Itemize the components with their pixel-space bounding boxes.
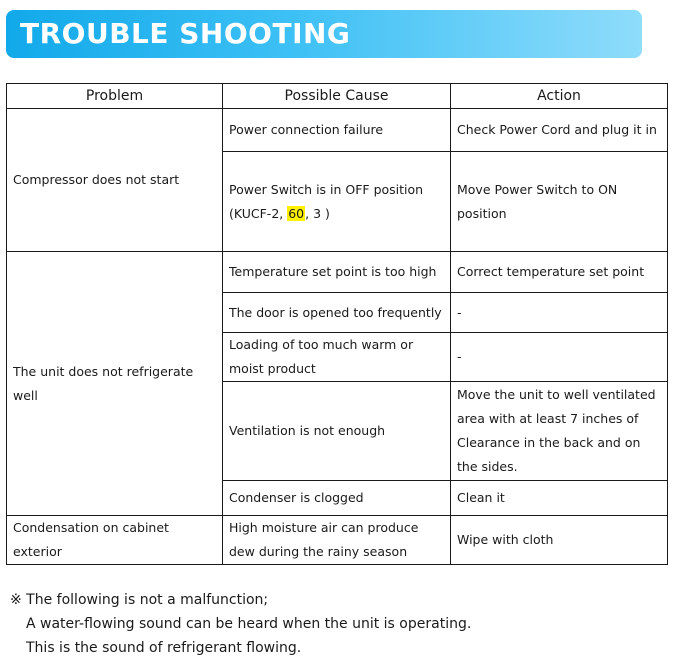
action-cell: Wipe with cloth bbox=[451, 516, 668, 565]
action-cell: Clean it bbox=[451, 481, 668, 516]
note-text-line: A water-flowing sound can be heard when the unit is operating. bbox=[26, 616, 472, 632]
note-block bbox=[10, 588, 471, 660]
header-action: Action bbox=[451, 84, 668, 109]
note-heading: ※ The following is not a malfunction; bbox=[10, 592, 269, 608]
cause-cell: Condenser is clogged bbox=[223, 481, 451, 516]
section-banner bbox=[6, 10, 642, 58]
cause-text: Power Switch is in OFF position bbox=[229, 181, 424, 197]
cause-text-model-prefix: (KUCF-2, bbox=[229, 205, 288, 221]
header-problem: Problem bbox=[7, 84, 223, 109]
note-text-line: This is the sound of refrigerant flowing. bbox=[26, 640, 302, 656]
section-title: TROUBLE SHOOTING bbox=[20, 17, 351, 50]
table-row bbox=[7, 109, 668, 152]
action-cell: Move the unit to well ventilated area with at least 7 inches of Clearance in the back and on the sides. bbox=[451, 382, 668, 481]
highlighted-model-number: 60 bbox=[288, 205, 305, 221]
cause-cell: Ventilation is not enough bbox=[223, 382, 451, 481]
action-cell: Move Power Switch to ON position bbox=[451, 152, 668, 252]
table-row bbox=[7, 516, 668, 565]
action-cell: Correct temperature set point bbox=[451, 252, 668, 293]
cause-cell: Power connection failure bbox=[223, 109, 451, 152]
cause-cell: Temperature set point is too high bbox=[223, 252, 451, 293]
action-cell: - bbox=[451, 333, 668, 382]
problem-cell bbox=[7, 109, 223, 252]
cause-cell bbox=[223, 152, 451, 252]
cause-cell: Loading of too much warm or moist product bbox=[223, 333, 451, 382]
table-row bbox=[7, 252, 668, 293]
problem-cell bbox=[7, 252, 223, 516]
problem-cell bbox=[7, 516, 223, 565]
cause-cell: High moisture air can produce dew during the rainy season bbox=[223, 516, 451, 565]
problem-text: Compressor does not start bbox=[13, 172, 180, 187]
problem-text: Condensation on cabinet exterior bbox=[13, 520, 169, 559]
cause-text-model-suffix: , 3 ) bbox=[305, 205, 330, 221]
troubleshooting-table bbox=[6, 83, 668, 565]
problem-text: The unit does not refrigerate well bbox=[13, 363, 194, 403]
table-header-row bbox=[7, 84, 668, 109]
cause-cell: The door is opened too frequently bbox=[223, 293, 451, 333]
action-cell: Check Power Cord and plug it in bbox=[451, 109, 668, 152]
header-possible-cause: Possible Cause bbox=[223, 84, 451, 109]
action-cell: - bbox=[451, 293, 668, 333]
